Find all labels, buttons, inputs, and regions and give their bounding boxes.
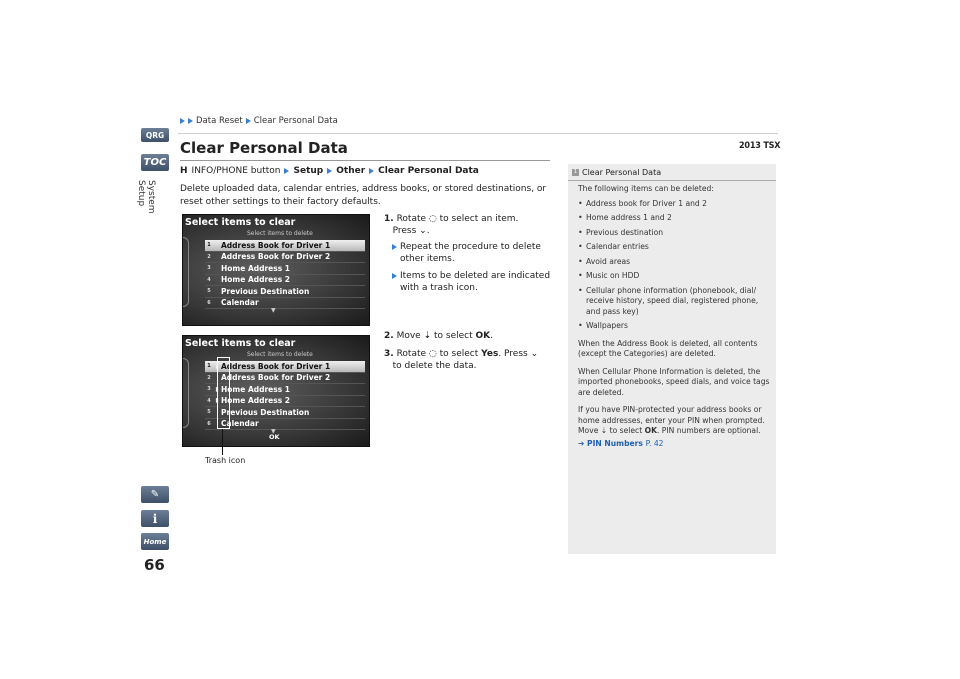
trash-icon: ▮ — [215, 362, 219, 370]
list-item[interactable] — [205, 240, 365, 252]
trash-icon: ▮ — [215, 385, 219, 393]
item-number: 5 — [207, 409, 211, 416]
step-number: 3. — [384, 349, 394, 359]
step-2: 2. Move ⇣ to select OK. — [384, 331, 494, 341]
item-number: 6 — [207, 420, 211, 427]
note-body — [578, 184, 774, 449]
arrow-icon — [188, 118, 193, 124]
qrg-button[interactable]: QRG — [141, 128, 169, 142]
screen-header: Select items to clear — [185, 338, 296, 349]
menu-path-start: INFO/PHONE button — [191, 166, 281, 176]
breadcrumb-item[interactable]: Data Reset — [196, 116, 243, 126]
item-label: Home Address 2 — [221, 275, 291, 285]
item-number: 4 — [207, 397, 211, 404]
section-label: System Setup — [136, 180, 156, 214]
item-label: Previous Destination — [221, 286, 310, 296]
list-item: • Avoid areas — [578, 256, 631, 266]
list-item[interactable] — [205, 263, 365, 275]
breadcrumb — [180, 116, 338, 126]
page-title: Clear Personal Data — [180, 139, 348, 157]
list-item: • Wallpapers — [578, 321, 628, 330]
note-panel — [568, 164, 776, 554]
step-number: 1. — [384, 214, 394, 224]
arrow-icon — [392, 244, 397, 250]
move-knob-icon: ⇣ — [423, 331, 432, 341]
bullet-text: Wallpapers — [586, 321, 628, 330]
step-note-text: Items to be deleted are indicated with a trash icon. — [400, 271, 551, 293]
list-item: • Calendar entries — [578, 242, 649, 251]
toc-button[interactable]: TOC — [141, 154, 169, 171]
trash-icon: ▮ — [215, 397, 219, 405]
list-item: • Home address 1 and 2 — [578, 213, 672, 222]
bullet-text: Previous destination — [586, 227, 664, 237]
note-divider — [568, 180, 776, 181]
note-keyword: OK — [644, 426, 657, 435]
item-label: Calendar — [221, 419, 259, 429]
item-number: 4 — [207, 276, 211, 283]
divider — [178, 133, 778, 134]
note-intro: The following items can be deleted: — [578, 184, 714, 193]
list-item: • Address book for Driver 1 and 2 — [578, 198, 707, 208]
item-label: Address Book for Driver 2 — [221, 252, 331, 262]
step-note — [392, 270, 552, 294]
screen-select-items — [182, 214, 370, 326]
step-text: Move — [396, 331, 421, 341]
item-label: Previous Destination — [221, 407, 310, 417]
ok-button[interactable]: OK — [269, 433, 280, 441]
item-label: Address Book for Driver 2 — [221, 373, 331, 383]
list-item: • Cellular phone information (phonebook, dial/ receive history, speed dial, registered phone, and pass key) — [578, 286, 774, 318]
pin-numbers-link[interactable] — [578, 439, 774, 450]
arrow-icon — [369, 168, 374, 174]
link-page: P. 42 — [645, 438, 664, 448]
trash-highlight — [217, 357, 230, 429]
step-keyword: OK — [475, 331, 491, 341]
item-number: 3 — [207, 386, 211, 393]
item-label: Address Book for Driver 1 — [221, 240, 331, 250]
step-note-text: Repeat the procedure to delete other items. — [400, 242, 541, 264]
item-number: 1 — [207, 242, 211, 249]
callout-line — [222, 429, 223, 455]
bullet-text: Cellular phone information (phonebook, dial/ receive history, speed dial, registered phone, and pass key) — [586, 285, 759, 316]
bullet-text: Home address 1 and 2 — [586, 213, 672, 222]
press-knob-icon: ⌄ — [530, 349, 539, 359]
press-knob-icon: ⌄ — [419, 226, 427, 236]
scroll-down-icon: ▼ — [271, 307, 276, 314]
note-text: If you have PIN-protected your address books or home addresses, enter your PIN when prompted. Move — [578, 405, 765, 435]
screen-subheader: Select items to delete — [247, 230, 313, 237]
item-label: Address Book for Driver 1 — [221, 361, 331, 371]
step-3 — [384, 348, 554, 372]
bullet-text: Address book for Driver 1 and 2 — [586, 198, 707, 208]
breadcrumb-item: Clear Personal Data — [253, 116, 338, 126]
home-label: Home — [143, 537, 167, 546]
list-item[interactable] — [205, 275, 365, 287]
list-item[interactable] — [205, 252, 365, 264]
arrow-icon — [180, 118, 185, 124]
step-text: to select — [434, 331, 473, 341]
item-number: 2 — [207, 253, 211, 260]
step-text: to select an item. — [439, 214, 519, 224]
info-icon: i — [152, 511, 158, 526]
voice-command-icon: ✎ — [150, 489, 160, 500]
bullet-text: Calendar entries — [586, 242, 649, 251]
note-paragraph: When the Address Book is deleted, all contents (except the Categories) are deleted. — [578, 338, 758, 358]
bullet-text: Avoid areas — [586, 256, 631, 266]
step-text: Rotate — [396, 349, 427, 359]
note-marker-icon: 1 — [573, 169, 578, 175]
menu-path — [180, 166, 479, 176]
note-paragraph: When Cellular Phone Information is deleted, the imported phonebooks, speed dials, and voice tags are deleted. — [578, 366, 770, 397]
item-list — [205, 240, 365, 309]
list-item: • Previous destination — [578, 227, 664, 237]
home-button[interactable] — [141, 533, 169, 550]
menu-path-step: Clear Personal Data — [378, 166, 479, 176]
arrow-icon — [327, 168, 332, 174]
arrow-icon — [392, 273, 397, 279]
model-label: 2013 TSX — [739, 141, 781, 151]
step-number: 2. — [384, 331, 394, 341]
step-text: . Press — [498, 349, 528, 359]
item-label: Calendar — [221, 298, 259, 308]
step-note — [392, 241, 552, 265]
item-number: 6 — [207, 299, 211, 306]
voice-command-button[interactable] — [141, 486, 169, 503]
item-number: 2 — [207, 374, 211, 381]
note-text: . PIN numbers are optional. — [656, 426, 761, 435]
title-divider — [180, 160, 550, 161]
note-header — [572, 168, 661, 177]
item-label: Home Address 1 — [221, 384, 291, 394]
scroll-knob-icon — [182, 358, 189, 428]
arrow-icon — [246, 118, 251, 124]
move-knob-icon: ⇣ — [600, 426, 608, 435]
item-number: 3 — [207, 265, 211, 272]
description: Delete uploaded data, calendar entries, address books, or stored destinations, or reset other settings to their factory defaults. — [180, 184, 547, 207]
item-label: Home Address 2 — [221, 396, 291, 406]
step-1: 1. Rotate ◌ to select an item. Press ⌄. — [384, 214, 519, 236]
item-number: 5 — [207, 288, 211, 295]
note-text: to select — [609, 426, 643, 435]
step-text: to delete the data. — [392, 361, 477, 371]
note-paragraph — [578, 405, 774, 437]
arrow-icon — [284, 168, 289, 174]
step-text: Rotate — [396, 214, 427, 224]
step-text: to select — [439, 349, 479, 359]
item-number: 1 — [207, 363, 211, 370]
scroll-knob-icon — [182, 237, 189, 307]
list-item[interactable] — [205, 298, 365, 310]
trash-callout-label: Trash icon — [205, 456, 246, 465]
page-number: 66 — [144, 556, 165, 574]
step-keyword: Yes — [481, 349, 499, 359]
screen-subheader: Select items to delete — [247, 351, 313, 358]
bullet-text: Music on HDD — [586, 271, 640, 280]
note-title: Clear Personal Data — [582, 168, 662, 177]
step-text: Press — [392, 226, 417, 236]
rotate-knob-icon: ◌ — [428, 349, 437, 359]
menu-path-step: Setup — [293, 166, 324, 176]
scroll-down-icon: ▼ — [271, 428, 276, 435]
menu-path-step: Other — [336, 166, 366, 176]
item-label: Home Address 1 — [221, 263, 291, 273]
list-item: • Music on HDD — [578, 271, 640, 280]
link-arrow-icon: ➔ — [578, 438, 585, 448]
screen-items-marked — [182, 335, 370, 447]
list-item[interactable] — [205, 286, 365, 298]
info-button[interactable] — [141, 510, 169, 527]
screen-header: Select items to clear — [185, 217, 296, 228]
link-text: PIN Numbers — [587, 438, 643, 448]
rotate-knob-icon: ◌ — [428, 214, 437, 224]
menu-path-marker: H — [180, 166, 188, 176]
